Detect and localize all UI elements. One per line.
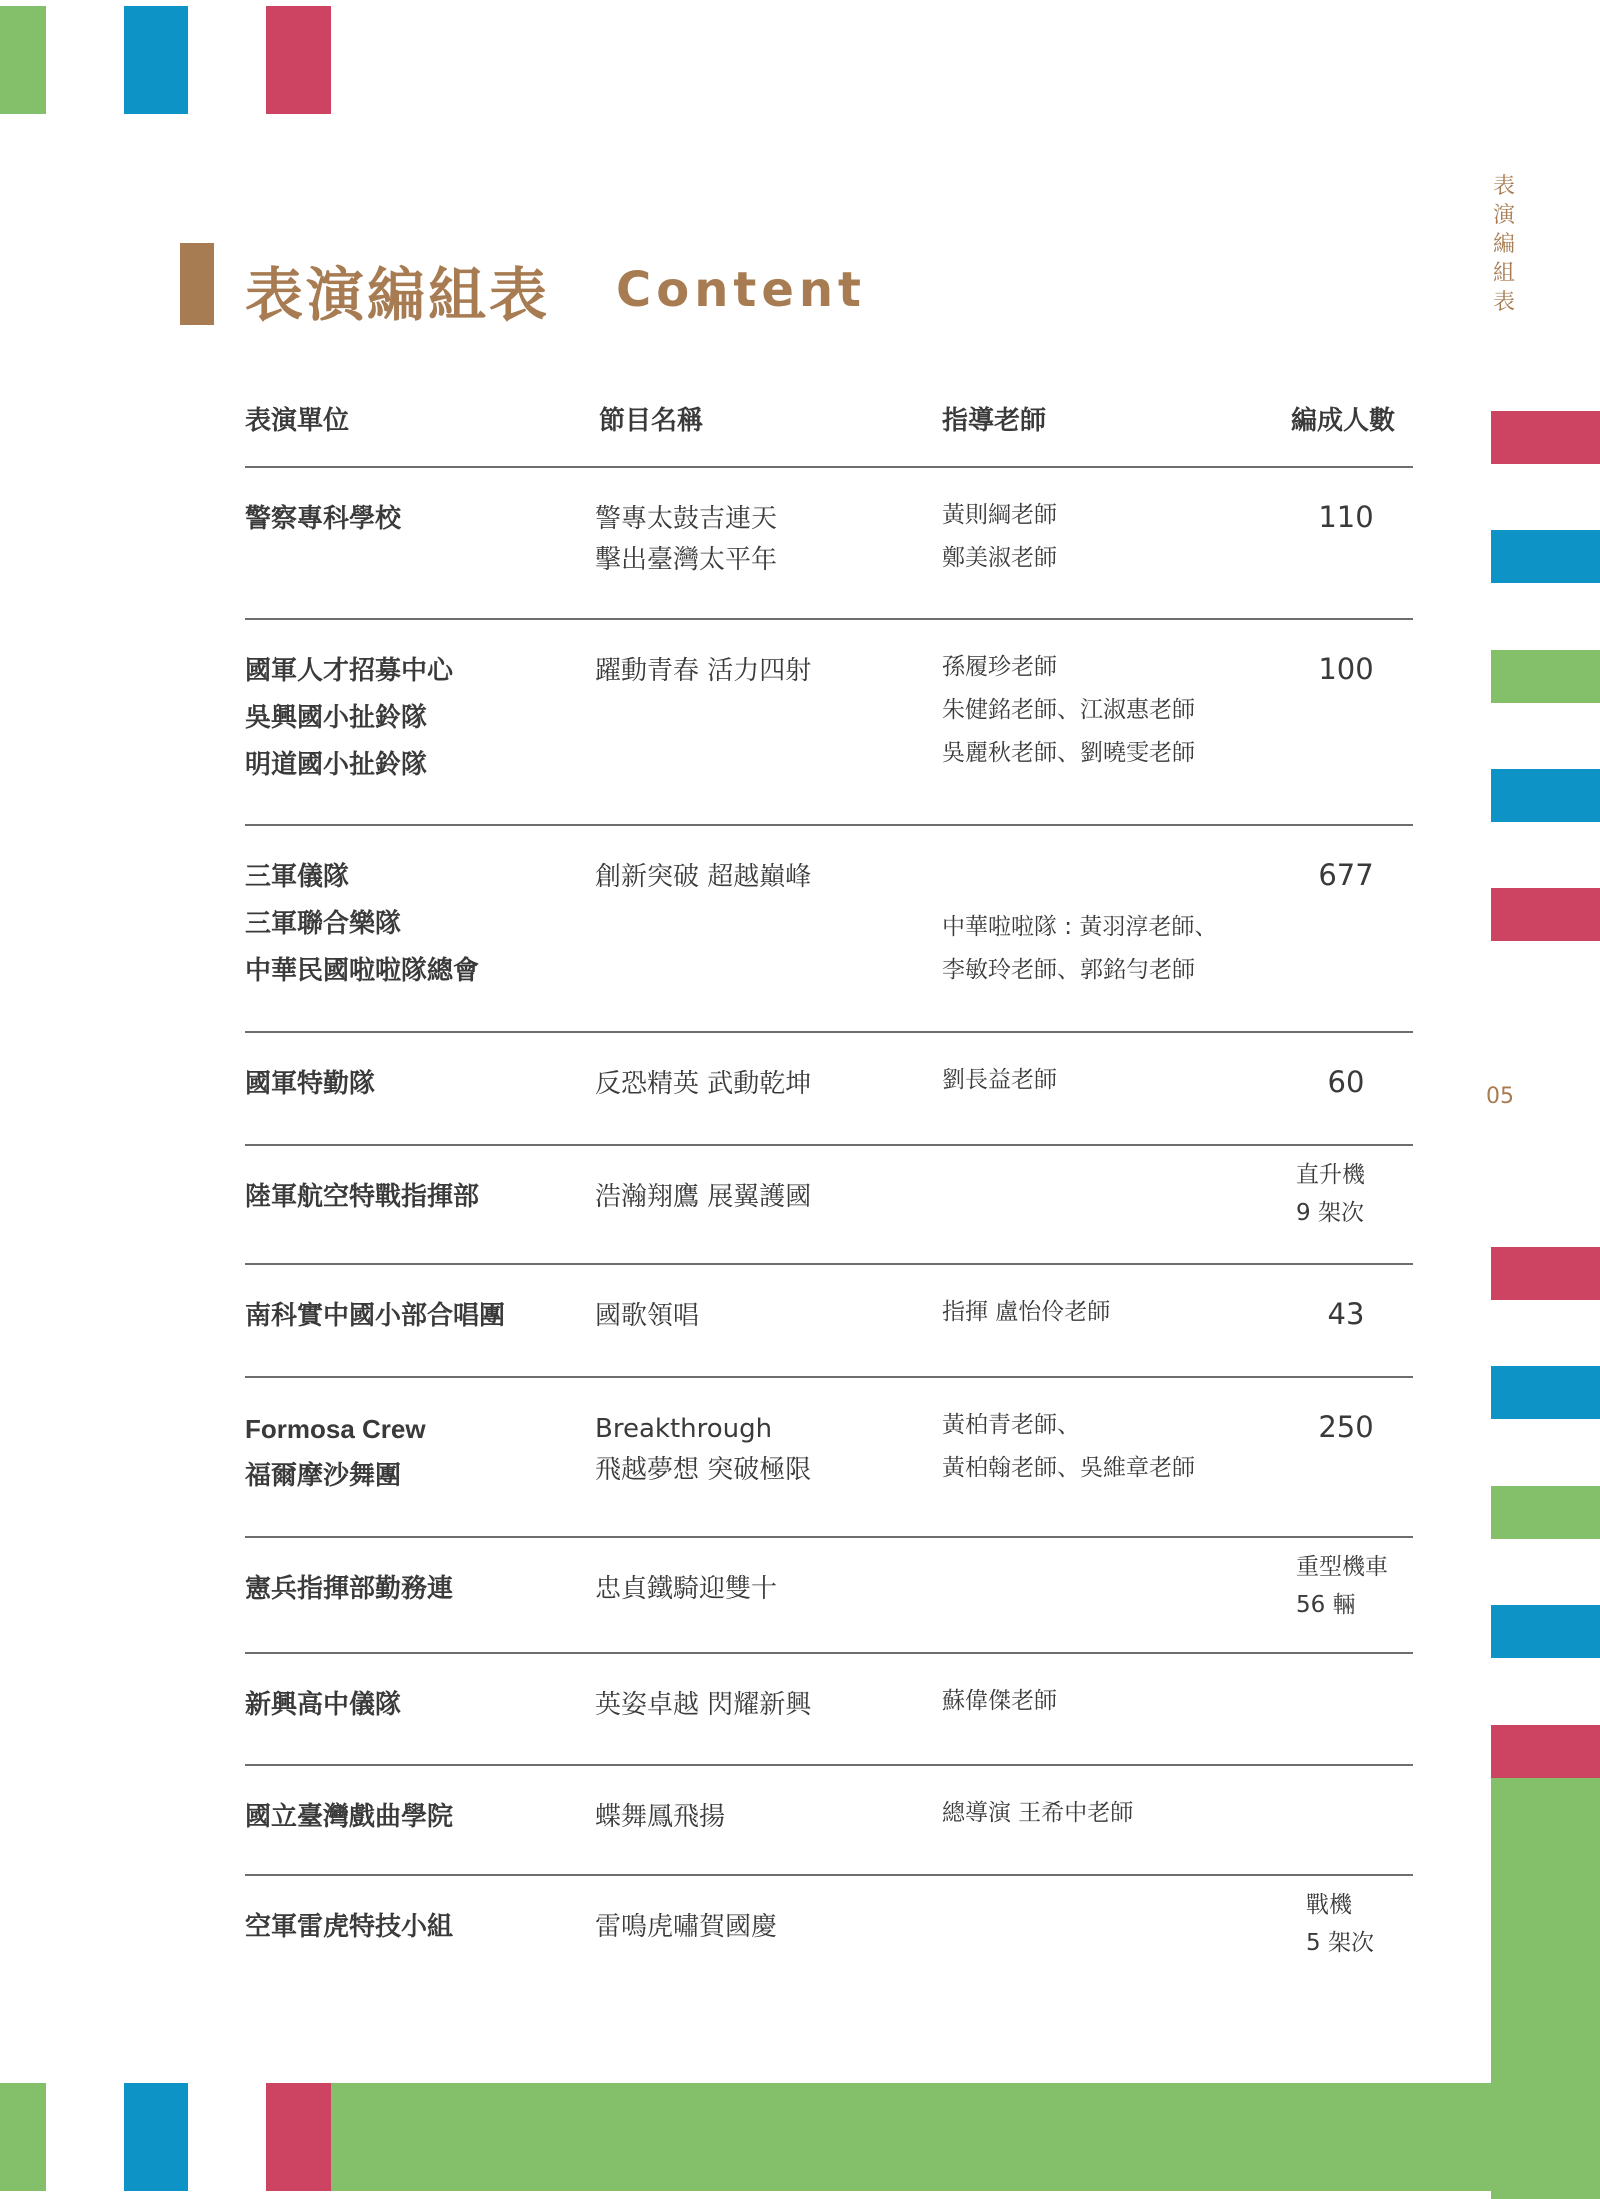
teachers-line: 黃柏翰老師、吳維章老師 bbox=[942, 1455, 1195, 1481]
top-green-block bbox=[0, 6, 46, 114]
cell-program bbox=[595, 1299, 699, 1340]
count-line: 9 架次 bbox=[1296, 1200, 1364, 1226]
teachers-line: 劉長益老師 bbox=[942, 1067, 1057, 1093]
cell-unit bbox=[245, 1067, 375, 1114]
bottom-blue-block bbox=[124, 2083, 188, 2191]
cell-program bbox=[595, 1412, 811, 1494]
cell-teachers bbox=[942, 1686, 1057, 1729]
unit-line: 空軍雷虎特技小組 bbox=[245, 1912, 454, 1942]
cell-teachers bbox=[942, 1798, 1133, 1841]
cell-unit bbox=[245, 1180, 479, 1227]
program-line: 雷鳴虎嘯賀國慶 bbox=[595, 1912, 778, 1942]
cell-unit bbox=[245, 860, 479, 1001]
teachers-line: 指揮 盧怡伶老師 bbox=[942, 1299, 1111, 1325]
table-row bbox=[245, 1265, 1413, 1378]
bottom-green-band bbox=[331, 2083, 1600, 2191]
teachers-line: 吳麗秋老師、劉曉雯老師 bbox=[942, 740, 1195, 766]
count-value: 110 bbox=[1318, 500, 1374, 534]
cell-count bbox=[1296, 1160, 1365, 1236]
program-line: 擊出臺灣太平年 bbox=[595, 545, 778, 575]
side-blue-block-4 bbox=[1491, 1605, 1600, 1658]
side-green-block-1 bbox=[1491, 650, 1600, 703]
program-line: 反恐精英 武動乾坤 bbox=[595, 1069, 812, 1099]
cell-count bbox=[1296, 1552, 1388, 1628]
cell-unit bbox=[245, 1572, 453, 1619]
side-blue-block-1 bbox=[1491, 530, 1600, 583]
side-label-char: 編 bbox=[1492, 232, 1515, 257]
count-value: 43 bbox=[1327, 1297, 1365, 1331]
unit-line: 南科實中國小部合唱團 bbox=[245, 1301, 506, 1331]
cell-unit bbox=[245, 1688, 401, 1735]
cell-teachers bbox=[942, 652, 1195, 781]
cell-count bbox=[1306, 1890, 1374, 1966]
side-red-block-2 bbox=[1491, 888, 1600, 941]
unit-line: 國立臺灣戲曲學院 bbox=[245, 1802, 454, 1832]
cell-unit bbox=[245, 1800, 453, 1847]
unit-line: 福爾摩沙舞團 bbox=[245, 1461, 402, 1491]
program-line: 躍動青春 活力四射 bbox=[595, 656, 812, 686]
teachers-line: 鄭美淑老師 bbox=[942, 545, 1057, 571]
teachers-line: 蘇偉傑老師 bbox=[942, 1688, 1057, 1714]
program-line: 國歌領唱 bbox=[595, 1301, 700, 1331]
count-line: 56 輛 bbox=[1296, 1592, 1356, 1618]
cell-unit bbox=[245, 1299, 505, 1346]
cell-teachers bbox=[942, 1410, 1195, 1496]
cell-unit bbox=[245, 1412, 426, 1506]
cell-program bbox=[595, 654, 811, 695]
cell-unit bbox=[245, 1910, 453, 1957]
top-blue-block bbox=[124, 6, 188, 114]
cell-teachers bbox=[942, 1297, 1110, 1340]
cell-program bbox=[595, 1688, 811, 1729]
teachers-line: 朱健銘老師、江淑惠老師 bbox=[942, 697, 1195, 723]
unit-line: 國軍人才招募中心 bbox=[245, 656, 454, 686]
side-blue-block-3 bbox=[1491, 1366, 1600, 1419]
table-row bbox=[245, 1766, 1413, 1876]
table-header bbox=[245, 380, 1413, 468]
unit-line: 三軍儀隊 bbox=[245, 862, 350, 892]
table-row bbox=[245, 1538, 1413, 1654]
side-label-char: 表 bbox=[1492, 290, 1515, 315]
table-row bbox=[245, 1033, 1413, 1146]
table-row bbox=[245, 1378, 1413, 1538]
program-line: 忠貞鐵騎迎雙十 bbox=[595, 1574, 778, 1604]
teachers-line: 總導演 王希中老師 bbox=[942, 1800, 1134, 1826]
table-row bbox=[245, 826, 1413, 1033]
program-line: 飛越夢想 突破極限 bbox=[595, 1455, 812, 1485]
unit-line: 陸軍航空特戰指揮部 bbox=[245, 1182, 480, 1212]
cell-unit bbox=[245, 654, 453, 795]
side-label-char: 組 bbox=[1492, 261, 1515, 286]
teachers-line: 黃則綱老師 bbox=[942, 502, 1057, 528]
program-line: 英姿卓越 閃耀新興 bbox=[595, 1690, 812, 1720]
cell-teachers bbox=[942, 500, 1057, 586]
unit-line: 明道國小扯鈴隊 bbox=[245, 750, 428, 780]
unit-line: 國軍特勤隊 bbox=[245, 1069, 376, 1099]
count-value: 677 bbox=[1318, 858, 1374, 892]
count-line: 直升機 bbox=[1296, 1162, 1365, 1188]
unit-line: 吳興國小扯鈴隊 bbox=[245, 703, 428, 733]
side-label-char: 表 bbox=[1492, 174, 1515, 199]
teachers-line: 黃柏青老師、 bbox=[942, 1412, 1080, 1438]
program-line: 浩瀚翔鷹 展翼護國 bbox=[595, 1182, 812, 1212]
side-blue-block-2 bbox=[1491, 769, 1600, 822]
cell-program bbox=[595, 1800, 725, 1841]
count-line: 5 架次 bbox=[1306, 1930, 1374, 1956]
table-row bbox=[245, 1654, 1413, 1766]
program-line: 警專太鼓吉連天 bbox=[595, 504, 778, 534]
table-row bbox=[245, 1146, 1413, 1265]
bottom-red-block bbox=[266, 2083, 331, 2191]
table-row bbox=[245, 1876, 1413, 1996]
unit-line: 憲兵指揮部勤務連 bbox=[245, 1574, 454, 1604]
table-row bbox=[245, 468, 1413, 620]
page-title-english: Content bbox=[616, 262, 866, 318]
side-section-label bbox=[1488, 172, 1520, 317]
unit-line: 警察專科學校 bbox=[245, 504, 402, 534]
cell-program bbox=[595, 1572, 777, 1613]
header-program: 節目名稱 bbox=[599, 406, 704, 436]
table-body bbox=[245, 468, 1413, 1996]
teachers-line: 孫履珍老師 bbox=[942, 654, 1057, 680]
unit-line: 三軍聯合樂隊 bbox=[245, 909, 402, 939]
side-red-block-3 bbox=[1491, 1247, 1600, 1300]
program-line: 創新突破 超越巔峰 bbox=[595, 862, 812, 892]
unit-line: 新興高中儀隊 bbox=[245, 1690, 402, 1720]
top-red-block bbox=[266, 6, 331, 114]
count-value: 60 bbox=[1327, 1065, 1365, 1099]
side-green-block-2 bbox=[1491, 1486, 1600, 1539]
cell-program bbox=[595, 860, 811, 901]
count-value: 250 bbox=[1318, 1410, 1374, 1444]
page-number: 05 bbox=[1486, 1084, 1514, 1109]
bottom-green-block bbox=[0, 2083, 46, 2191]
teachers-line: 中華啦啦隊 : 黃羽淳老師、 bbox=[942, 914, 1218, 940]
count-line: 戰機 bbox=[1306, 1892, 1352, 1918]
unit-line: Formosa Crew bbox=[245, 1414, 426, 1444]
cell-teachers bbox=[942, 912, 1217, 998]
cell-unit bbox=[245, 502, 401, 549]
performance-table bbox=[245, 380, 1413, 1996]
cell-program bbox=[595, 1067, 811, 1108]
side-label-char: 演 bbox=[1492, 203, 1515, 228]
program-line: Breakthrough bbox=[595, 1414, 773, 1444]
header-count: 編成人數 bbox=[1291, 406, 1396, 436]
teachers-line: 李敏玲老師、郭銘勻老師 bbox=[942, 957, 1195, 983]
cell-program bbox=[595, 1910, 777, 1951]
cell-program bbox=[595, 502, 777, 584]
side-red-block-1 bbox=[1491, 411, 1600, 464]
count-line: 重型機車 bbox=[1296, 1554, 1388, 1580]
side-red-block-4 bbox=[1491, 1725, 1600, 1778]
count-value: 100 bbox=[1318, 652, 1374, 686]
cell-program bbox=[595, 1180, 811, 1221]
header-unit: 表演單位 bbox=[245, 406, 350, 436]
title-accent-bar bbox=[180, 243, 214, 325]
page-title: 表演編組表 bbox=[245, 261, 551, 329]
table-row bbox=[245, 620, 1413, 826]
unit-line: 中華民國啦啦隊總會 bbox=[245, 956, 480, 986]
header-teacher: 指導老師 bbox=[942, 406, 1047, 436]
program-line: 蝶舞鳳飛揚 bbox=[595, 1802, 726, 1832]
cell-teachers bbox=[942, 1065, 1057, 1108]
